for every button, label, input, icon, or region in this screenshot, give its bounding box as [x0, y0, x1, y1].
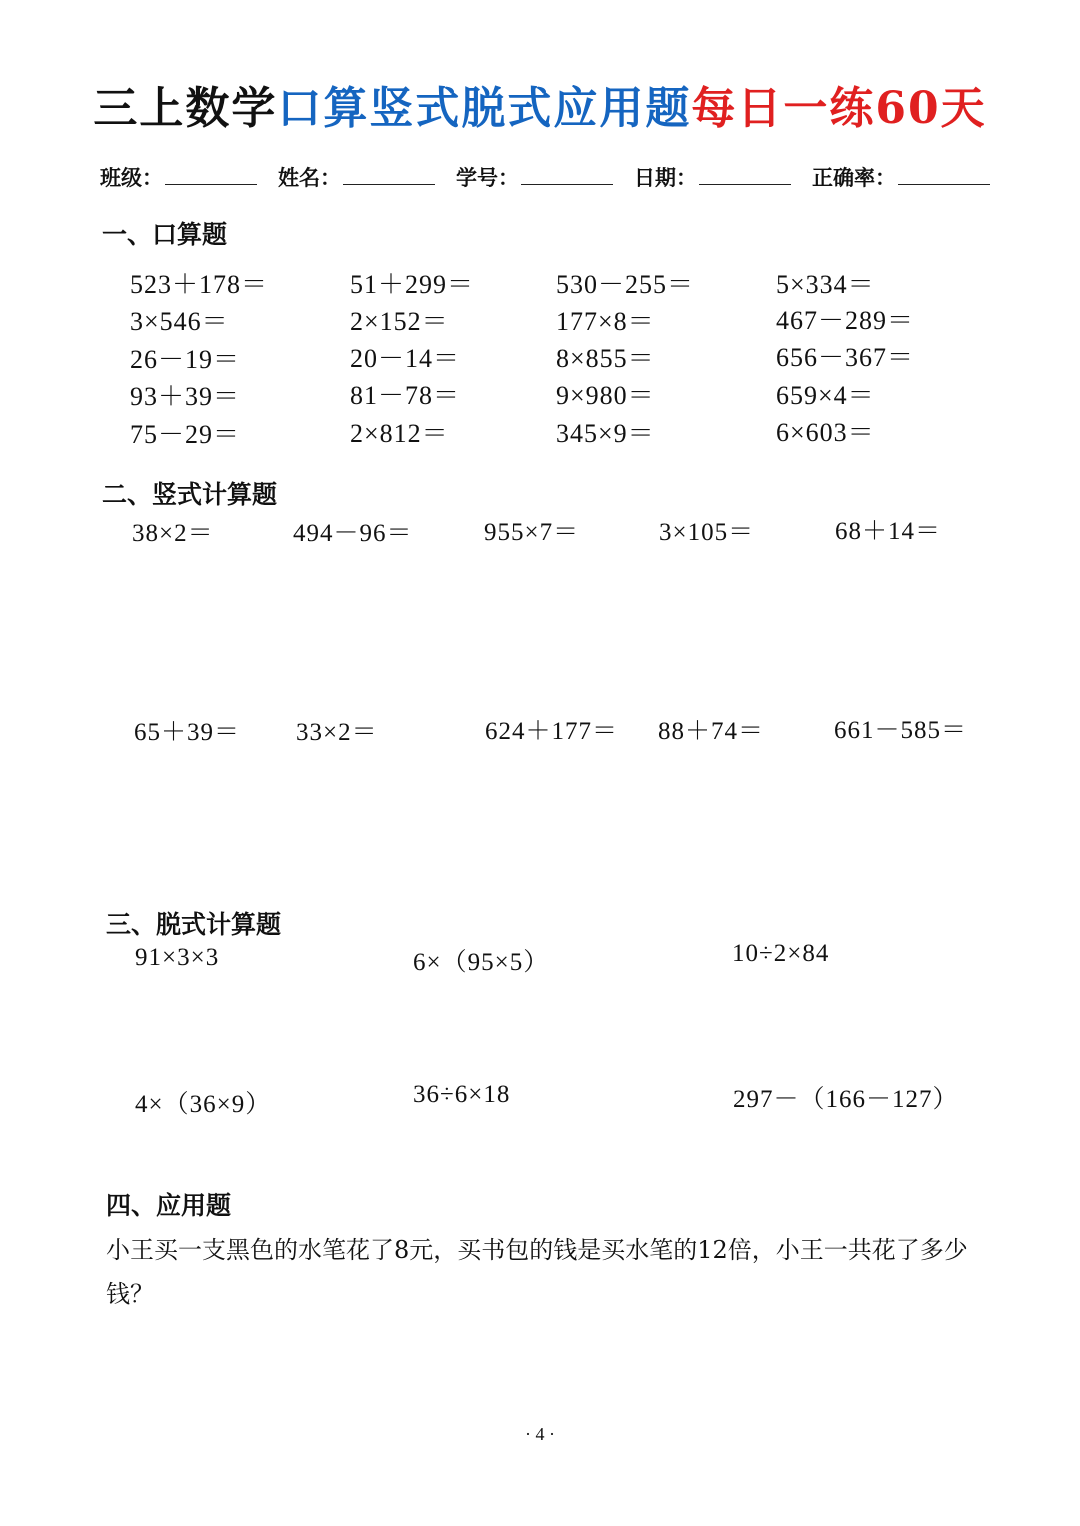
- section-step-heading: 三、脱式计算题: [106, 910, 282, 939]
- page-number: · 4 ·: [525, 1424, 555, 1444]
- name-blank[interactable]: [343, 166, 435, 185]
- oral-item: 75－29＝: [130, 420, 241, 449]
- oral-item: 81－78＝: [350, 381, 461, 410]
- oral-item: 51＋299＝: [350, 270, 475, 299]
- step-item: 91×3×3: [135, 944, 220, 971]
- vertical-item: 494－96＝: [293, 520, 413, 547]
- step-item: 4×（36×9）: [135, 1091, 272, 1118]
- oral-item: 177×8＝: [556, 307, 655, 336]
- number-field: [456, 162, 613, 192]
- name-label: 姓名：: [278, 166, 341, 190]
- step-item: 36÷6×18: [413, 1081, 511, 1108]
- number-blank[interactable]: [521, 166, 613, 185]
- step-item: 6×（95×5）: [413, 949, 550, 976]
- oral-item: 5×334＝: [776, 270, 875, 299]
- number-label: 学号：: [456, 166, 519, 190]
- vertical-item: 955×7＝: [484, 519, 580, 546]
- class-field: [100, 162, 257, 192]
- date-field: [634, 162, 791, 192]
- title-part-2: 口算竖式脱式应用题: [277, 83, 692, 134]
- vertical-item: 624＋177＝: [485, 718, 619, 745]
- oral-item: 467－289＝: [776, 306, 915, 335]
- accuracy-label: 正确率：: [812, 166, 896, 190]
- oral-item: 659×4＝: [776, 381, 875, 410]
- section-word-heading: 四、应用题: [106, 1191, 232, 1220]
- oral-item: 20－14＝: [350, 344, 461, 373]
- vertical-item: 65＋39＝: [134, 719, 241, 746]
- oral-item: 26－19＝: [130, 345, 241, 374]
- step-item: 10÷2×84: [732, 940, 830, 967]
- section-vertical-heading: 二、竖式计算题: [102, 480, 278, 509]
- date-blank[interactable]: [699, 166, 791, 185]
- oral-item: 2×152＝: [350, 307, 449, 336]
- accuracy-field: [812, 162, 990, 192]
- oral-item: 93＋39＝: [130, 382, 241, 411]
- vertical-item: 68＋14＝: [835, 518, 942, 545]
- date-label: 日期：: [634, 166, 697, 190]
- step-item: 297－（166－127）: [733, 1086, 959, 1113]
- vertical-item: 88＋74＝: [658, 718, 765, 745]
- accuracy-blank[interactable]: [898, 166, 990, 185]
- oral-item: 9×980＝: [556, 381, 655, 410]
- page-title: [0, 72, 1080, 136]
- vertical-item: 3×105＝: [659, 519, 755, 546]
- oral-item: 2×812＝: [350, 419, 449, 448]
- title-part-3: 每日一练60天: [691, 83, 987, 134]
- oral-item: 6×603＝: [776, 418, 875, 447]
- class-label: 班级：: [100, 166, 163, 190]
- name-field: [278, 162, 435, 192]
- title-part-1: 三上数学: [93, 83, 278, 134]
- vertical-item: 38×2＝: [132, 520, 214, 547]
- oral-item: 3×546＝: [130, 307, 229, 336]
- section-oral-heading: 一、口算题: [102, 220, 228, 249]
- oral-item: 345×9＝: [556, 419, 655, 448]
- class-blank[interactable]: [165, 166, 257, 185]
- oral-item: 523＋178＝: [130, 270, 269, 299]
- oral-item: 530－255＝: [556, 270, 695, 299]
- word-problem-text: 小王买一支黑色的水笔花了8元，买书包的钱是买水笔的12倍，小王一共花了多少钱？: [106, 1236, 968, 1308]
- oral-item: 656－367＝: [776, 343, 915, 372]
- vertical-item: 33×2＝: [296, 719, 378, 746]
- vertical-item: 661－585＝: [834, 717, 968, 744]
- oral-item: 8×855＝: [556, 344, 655, 373]
